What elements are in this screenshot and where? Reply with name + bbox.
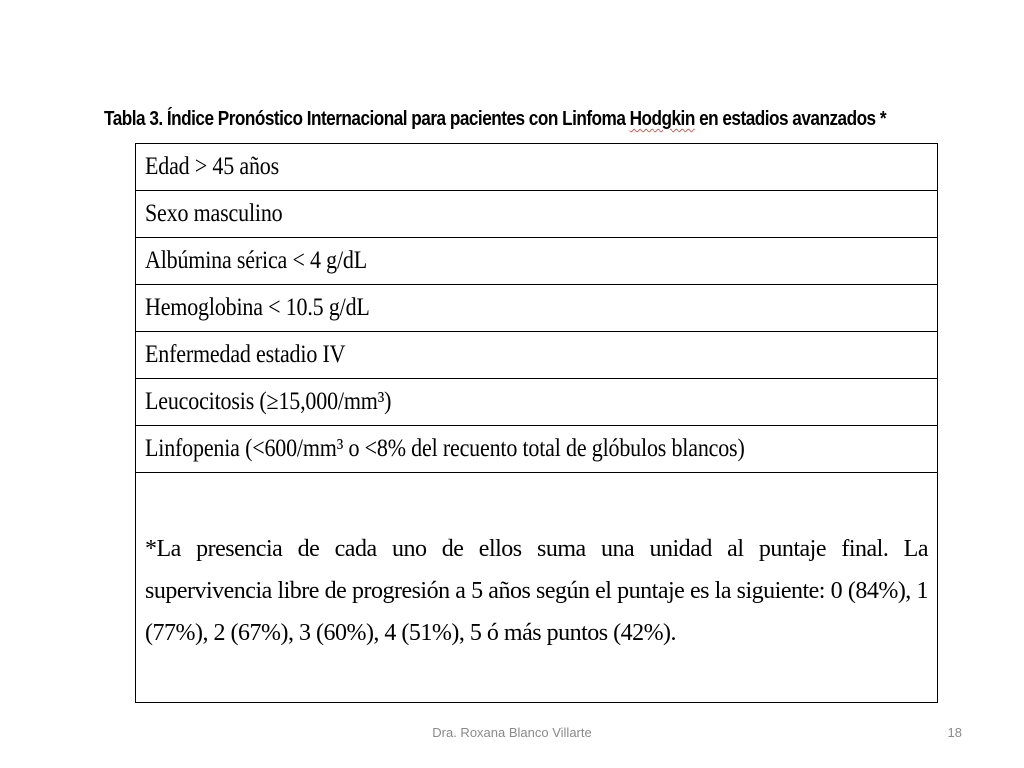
table-row-age xyxy=(136,144,937,191)
table-footnote-cell xyxy=(136,475,937,702)
factor-label: Edad > 45 años xyxy=(145,153,279,180)
table-row-leukocytosis xyxy=(136,379,937,426)
table-row-sex xyxy=(136,191,937,238)
slide-page-number: 18 xyxy=(947,725,962,740)
factor-label: Hemoglobina < 10.5 g/dL xyxy=(145,294,370,321)
table-row-hemoglobin xyxy=(136,285,937,332)
table-title xyxy=(104,108,886,131)
factor-label: Sexo masculino xyxy=(145,200,283,227)
prognostic-index-table xyxy=(135,143,938,703)
table-title-prefix: Tabla 3. Índice Pronóstico Internacional para pacientes con Linfoma xyxy=(104,108,630,130)
factor-label: Albúmina sérica < 4 g/dL xyxy=(145,247,368,274)
factor-label: Linfopenia (<600/mm³ o <8% del recuento total de glóbulos blancos) xyxy=(145,435,745,462)
table-title-hodgkin-word: Hodgkin xyxy=(629,108,695,130)
table-row-lymphopenia xyxy=(136,426,937,473)
footer-author: Dra. Roxana Blanco Villarte xyxy=(432,725,592,740)
table-row-stage xyxy=(136,332,937,379)
table-row-albumin xyxy=(136,238,937,285)
table-title-suffix: en estadios avanzados * xyxy=(694,108,887,130)
factor-label: Leucocitosis (≥15,000/mm³) xyxy=(145,388,392,415)
table-footnote: *La presencia de cada uno de ellos suma una unidad al puntaje final. La supervivencia libre de progresión a 5 años según el puntaje es la siguiente: 0 (84%), 1 (77%), 2 (67%), 3 (60%), 4 (51%), 5 ó más puntos (42%). xyxy=(145,536,928,646)
factor-label: Enfermedad estadio IV xyxy=(145,341,346,368)
